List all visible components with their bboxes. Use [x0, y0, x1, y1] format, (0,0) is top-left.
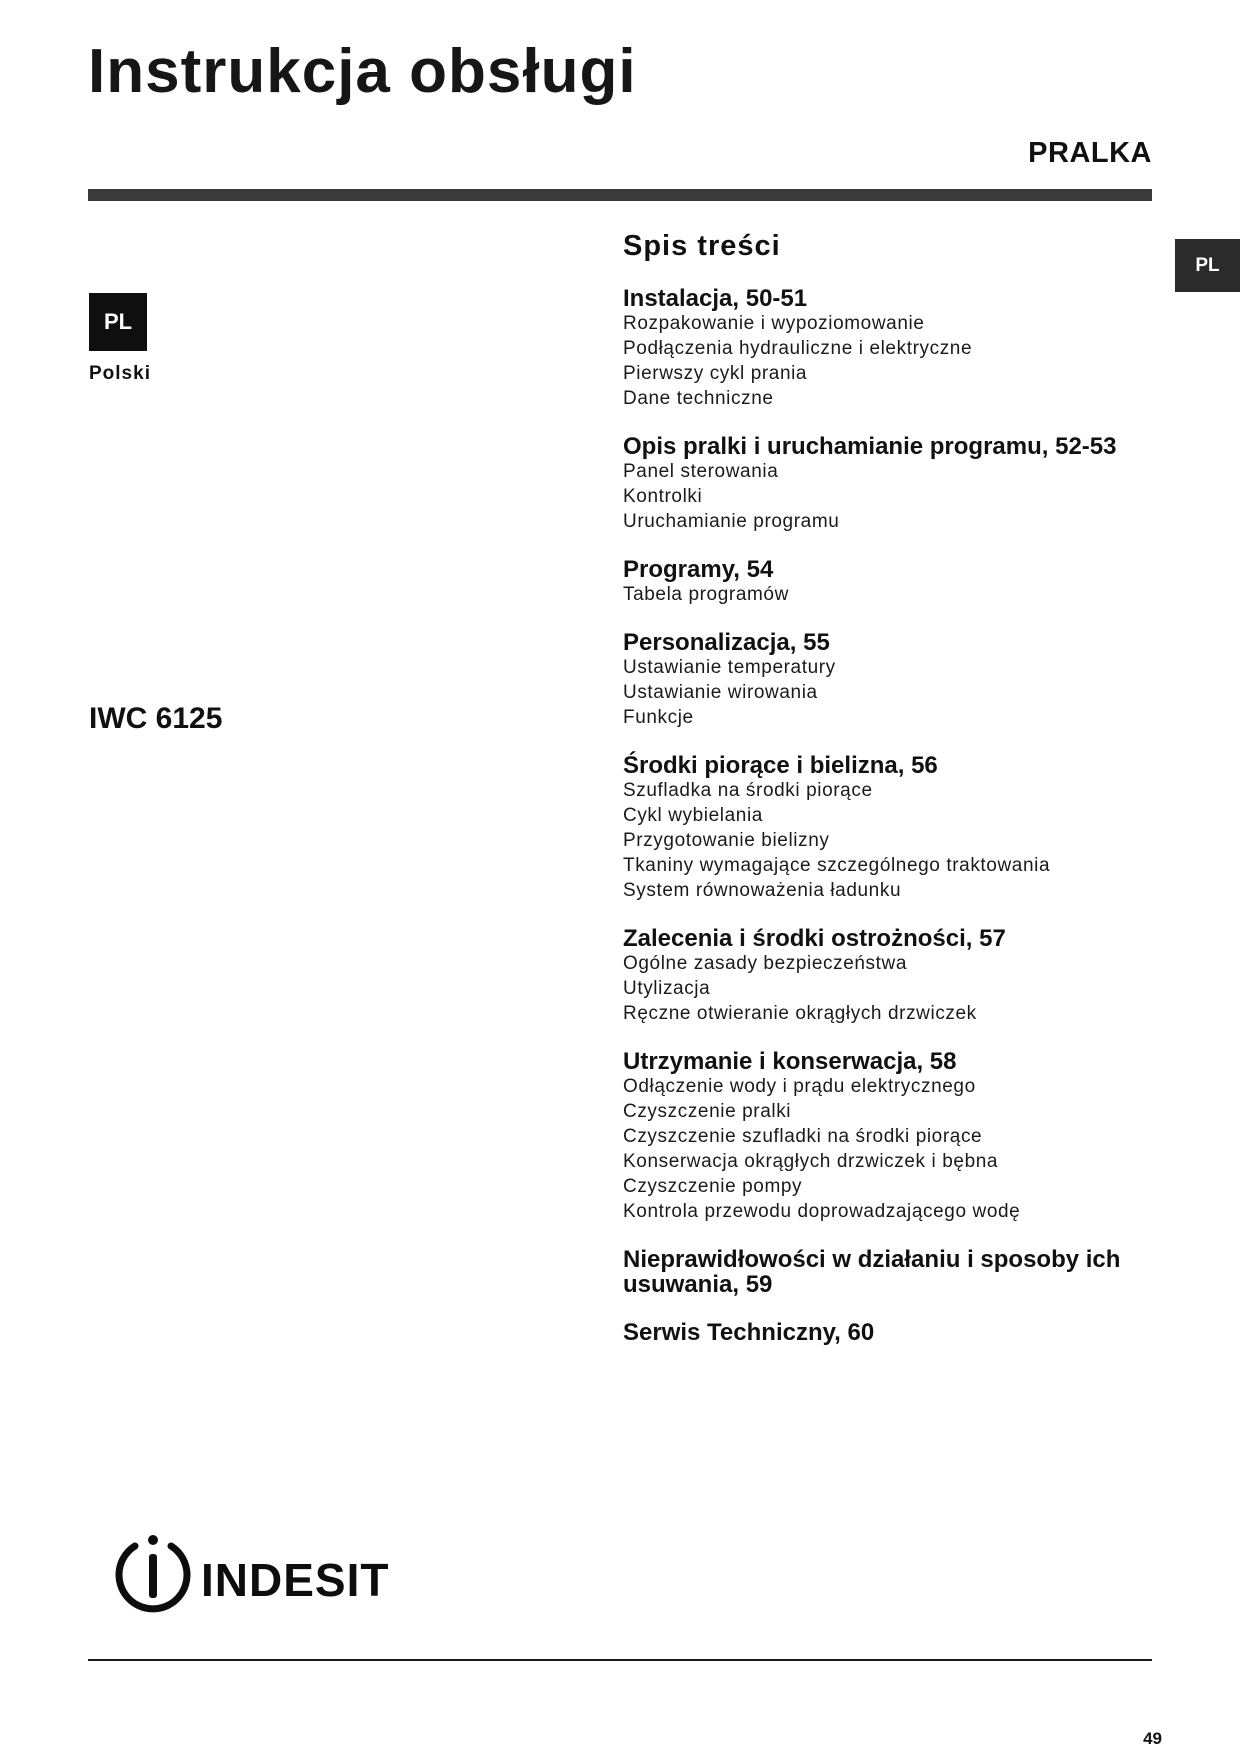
- toc-section: [623, 557, 1163, 607]
- toc-item: System równoważenia ładunku: [623, 880, 902, 901]
- toc-item: Odłączenie wody i prądu elektrycznego: [623, 1076, 976, 1097]
- toc-section: [623, 630, 1163, 730]
- toc-item: Utylizacja: [623, 978, 711, 999]
- toc-section-title: Zalecenia i środki ostrożności, 57: [623, 925, 1006, 952]
- toc-item: Uruchamianie programu: [623, 511, 840, 532]
- toc-item: Cykl wybielania: [623, 805, 763, 826]
- toc-item: Tabela programów: [623, 584, 789, 605]
- toc-section-title: Serwis Techniczny, 60: [623, 1319, 875, 1346]
- toc-item: Czyszczenie szufladki na środki piorące: [623, 1126, 983, 1147]
- toc-section-title: Instalacja, 50-51: [623, 285, 808, 312]
- toc-section: [623, 926, 1163, 1026]
- toc-item: Panel sterowania: [623, 461, 779, 482]
- logo-wordmark: INDESIT: [201, 1554, 390, 1606]
- toc-section: [623, 434, 1163, 534]
- toc-item: Szufladka na środki piorące: [623, 780, 873, 801]
- toc-item: Ręczne otwieranie okrągłych drzwiczek: [623, 1003, 977, 1024]
- document-title: Instrukcja obsługi: [88, 37, 637, 106]
- toc-section-title: Nieprawidłowości w działaniu i sposoby ich usuwania, 59: [623, 1246, 1121, 1298]
- toc-item: Ustawianie temperatury: [623, 657, 836, 678]
- toc-heading: Spis treści: [623, 230, 781, 262]
- toc-section-title: Środki piorące i bielizna, 56: [623, 752, 938, 779]
- toc-section-title: Opis pralki i uruchamianie programu, 52-53: [623, 433, 1117, 460]
- toc-item: Konserwacja okrągłych drzwiczek i bębna: [623, 1151, 999, 1172]
- product-type: PRALKA: [1028, 137, 1152, 169]
- toc-item: Rozpakowanie i wypoziomowanie: [623, 313, 925, 334]
- toc-section-title: Personalizacja, 55: [623, 629, 830, 656]
- footer-divider: [88, 1659, 1152, 1661]
- toc-section-title: Programy, 54: [623, 556, 774, 583]
- toc-section: [623, 286, 1163, 411]
- page-number: 49: [1143, 1729, 1162, 1748]
- toc-item: Czyszczenie pralki: [623, 1101, 792, 1122]
- toc-item: Przygotowanie bielizny: [623, 830, 830, 851]
- toc-item: Ustawianie wirowania: [623, 682, 818, 703]
- toc-item: Podłączenia hydrauliczne i elektryczne: [623, 338, 973, 359]
- toc-item: Pierwszy cykl prania: [623, 363, 808, 384]
- language-name: Polski: [89, 363, 151, 384]
- language-side-tab: PL: [1175, 239, 1240, 292]
- toc-section: [623, 1247, 1163, 1297]
- toc-section: [623, 1049, 1163, 1224]
- toc-section: [623, 1320, 1163, 1345]
- toc-item: Czyszczenie pompy: [623, 1176, 803, 1197]
- toc-section-title: Utrzymanie i konserwacja, 58: [623, 1048, 957, 1075]
- model-number: IWC 6125: [89, 702, 223, 735]
- toc-item: Kontrola przewodu doprowadzającego wodę: [623, 1201, 1021, 1222]
- toc-item: Tkaniny wymagające szczególnego traktowania: [623, 855, 1051, 876]
- toc-item: Funkcje: [623, 707, 694, 728]
- language-badge: PL: [89, 293, 147, 351]
- toc-section: [623, 753, 1163, 903]
- toc-item: Dane techniczne: [623, 388, 774, 409]
- header-divider: [88, 189, 1152, 201]
- toc-item: Kontrolki: [623, 486, 703, 507]
- brand-logo: [113, 1534, 413, 1614]
- indesit-logo-icon: [113, 1534, 413, 1614]
- toc-item: Ogólne zasady bezpieczeństwa: [623, 953, 908, 974]
- table-of-contents: [623, 226, 1163, 1368]
